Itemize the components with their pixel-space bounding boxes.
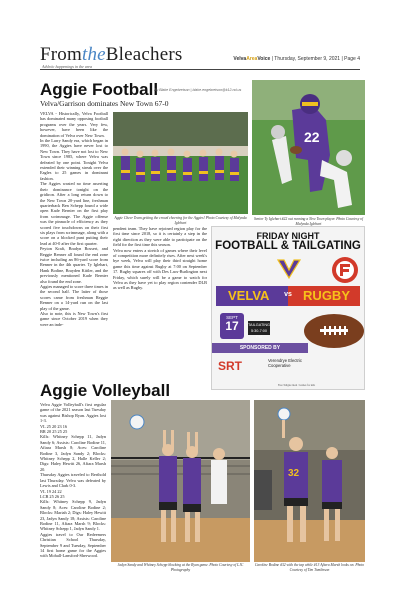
tailgating-time: TAILGATING 5:30-7:00 PM: [248, 323, 271, 339]
football-deck: Velva/Garrison dominates New Town 67-0: [40, 99, 169, 108]
verendrye-sponsor-logo: Verendrye Electric Cooperative: [268, 358, 302, 368]
team-left: VELVA: [228, 288, 270, 303]
masthead: [40, 44, 360, 70]
ad-headline-1: FRIDAY NIGHT: [256, 231, 320, 241]
football-byline: By Blake Engebretson | blake.engebretson@k12.nd.us: [154, 88, 242, 92]
ad-footer: Free Tailgate meal / Games for kids: [278, 384, 316, 387]
sponsored-by-banner: SPONSORED BY: [212, 343, 308, 353]
ad-headline-2: FOOTBALL & TAILGATING: [215, 240, 361, 252]
volleyball-block-caption: Jadyn Sandy and Whitney Schepp blocking at the Ryan game. Photo Courtesy of LJC Photography: [117, 563, 244, 572]
team-right: RUGBY: [303, 288, 350, 303]
volleyball-tap-photo: [254, 400, 365, 562]
vs-label: vs: [284, 291, 292, 298]
volleyball-column: Velva Aggie Volleyball's first regular game of the 2021 season last Tuesday was against Bishop Ryan. Aggies lost 1-3. VL 25 20 23 16 BR 20 25 25 25 Kills: Whitney Schepp 11, Jadyn Sandy 6; Assists: Caroline Bodine 11, Afiara Marsh 8; Aces: Caroline Bodine 3, Jadyn Sandy 2; Blocks: Whitney Schepp 2, Halle Keller 2; Digs: Haley Hewitt 26, Afiara Marsh 20. Thursday Aggies traveled to Berthold last Thursday. Velva was defeated by Lewis and Clark 0-3. VL 19 24 22 LCB 25 26 25 Kills: Whitney Schepp 9, Jadyn Sandy 8; Aces: Caroline Bodine 2; Blocks: Mariah 2; Digs: Haley Hewitt 23, Jadyn Sandy 18; Assists: Caroline Bodine 11, Afiara Marsh 9; Blocks: Whitney Schepp 1, Jadyn Sandy 1. Aggies travel to Our Redeemers Christian School Thursday, September 9 and Tuesday, September 14 first home game for the Aggies with Mohall-Lansford-Sherwood.: [40, 402, 106, 559]
football-column-2: pendent team. They have rejoined region play for the first time since 2018, so it is certainly a step in the right direction as they were able to participate on the field for the first time this season. Velva now enters a stretch of games where their level of competition more definitely rises. After next week's bye week, Velva will play their third straight home game this time against Rugby at 7:00 on September 17. Rugby squares off with Des Lacs-Burlington next Friday, which surely will be a game to watch for Velva as they have yet to play region contender DLB as well as Rugby.: [113, 226, 207, 291]
football-column-1: VELVA - Historically, Velva Football has dominated many opposing football programs over the years. Very few, however, have been like the domination of Velva over New Town. In the Larry Sandy era, which began in 1990, the Aggies have never lost to New Town. They have not lost to New Town since 1985, where Velva was defeated by one point. Tonight Velva extended their winning streak over the Eagles to 25 games in dominant fashion. The Aggies wasted no time asserting their dominance tonight on the gridiron. After a long return down to the New Town 20-yard line, freshman quarterback Ben Schepp found a wide open Kade Bernier on the first play from scrimmage. The Aggie offense was the pinnacle of efficiency as they scored five touchdowns on their first six plays from scrimmage, along with a score on a blocked punt putting their lead at 40-0 after the first quarter. Peyton Kraft, Bradyn Bossert, and Reggie Renner all found the end zone twice including an 86-yard score from Renner in the 4th quarter. Ty Iglehart, Hank Bodine, Brayden Kittler, and the previously mentioned Kade Bernier also found the end zone. Aggies managed to score three times in the second half. The latter of those scores came from freshman Reggie Renner on a 14-yard run on the last play of the game. Also to note, this is New Town's first game since October 2019 when they were an inde-: [40, 111, 108, 327]
football-headline: Aggie Football: [40, 80, 159, 99]
velva-logo-icon: [276, 258, 302, 280]
game-date-badge: SEPT 17: [220, 313, 244, 339]
paper-date-page: VelvaAreaVoice | Thursday, September 9, 2021 | Page 4: [233, 56, 360, 62]
srt-sponsor-logo: SRT: [218, 359, 242, 373]
volleyball-headline: Aggie Volleyball: [40, 381, 171, 400]
volleyball-tap-caption: Caroline Bodine #32 with the tap while #13 Afiara Marsh looks on. Photo Courtesy of Tim Tomlinson: [254, 563, 365, 572]
section-title: FromtheBleachers: [40, 44, 183, 65]
volleyball-block-photo: [111, 400, 250, 562]
football-action-photo: [252, 80, 365, 215]
svg-text:32: 32: [288, 468, 300, 479]
cheer-team-photo: [113, 112, 248, 214]
cheer-photo-caption: Aggie Cheer Team getting the crowd cheering for the Aggies! Photo Courtesy of Malynda Iglehart: [114, 216, 247, 225]
matchup-bar: [216, 286, 360, 306]
masthead-rule: [40, 69, 360, 70]
friday-night-football-ad: [211, 226, 365, 390]
rugby-logo-icon: [330, 255, 360, 285]
section-subtitle: Athletic happenings in the area: [42, 64, 93, 69]
football-action-caption: Senior Ty Iglehart #22 out running a New Town player. Photo Courtesy of Malynda Iglehart: [253, 217, 364, 226]
svg-text:22: 22: [304, 129, 320, 145]
